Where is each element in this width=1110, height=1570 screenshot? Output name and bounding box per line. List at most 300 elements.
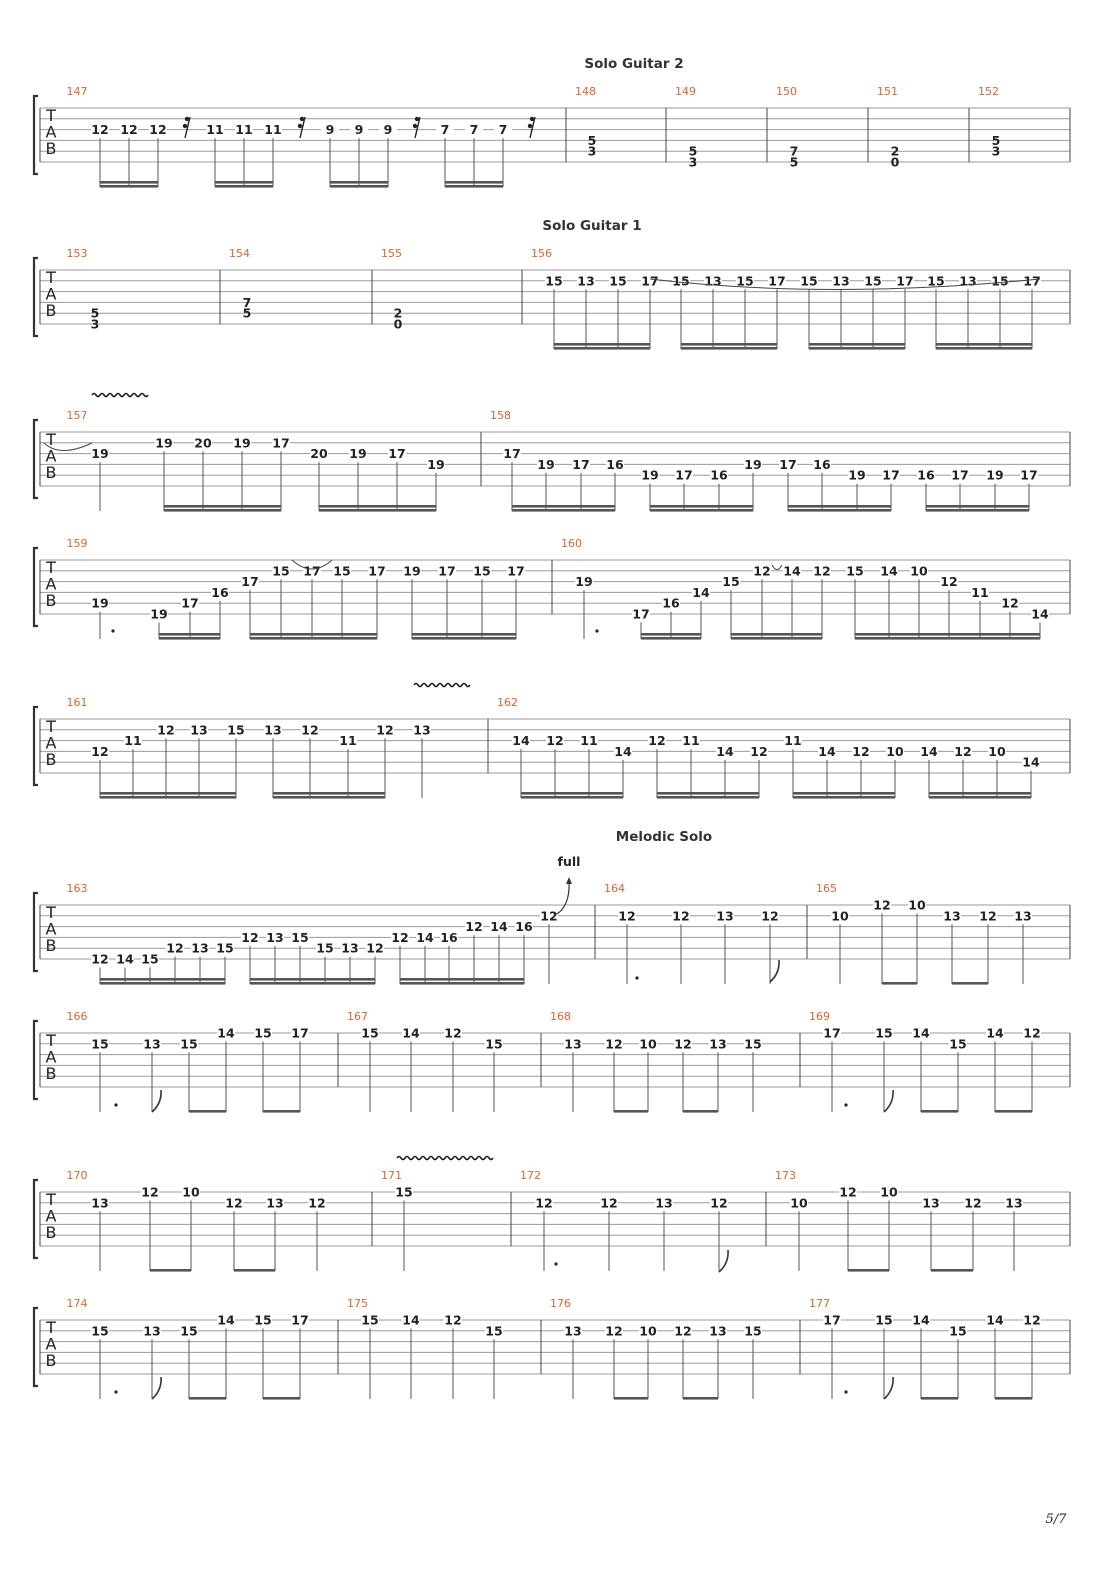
fret-number: 15 — [272, 563, 290, 579]
tab-system — [34, 409, 1070, 512]
beam — [189, 1397, 226, 1400]
tab-clef-letter: A — [45, 1206, 57, 1226]
fret-number: 19 — [848, 467, 866, 483]
fret-number: 12 — [141, 1184, 159, 1200]
fret-number: 3 — [587, 143, 597, 159]
fret-number: 10 — [880, 1184, 898, 1200]
tab-clef-letter: T — [46, 268, 56, 287]
fret-number: 19 — [986, 467, 1004, 483]
fret-number: 11 — [784, 733, 802, 749]
fret-number: 17 — [1023, 273, 1041, 289]
system-bracket — [34, 1021, 38, 1099]
measure-number: 150 — [776, 85, 797, 98]
measure-number: 157 — [66, 409, 88, 422]
fret-number: 14 — [1022, 754, 1040, 770]
fret-number: 17 — [768, 273, 786, 289]
fret-number: 12 — [750, 743, 768, 759]
beam — [657, 792, 759, 795]
fret-number: 13 — [266, 1195, 284, 1211]
bend-arrowhead-icon — [566, 877, 572, 884]
fret-number: 10 — [910, 563, 928, 579]
fret-number: 14 — [783, 563, 801, 579]
fret-number: 20 — [194, 435, 212, 451]
beam — [319, 505, 436, 508]
measure-number: 176 — [550, 1297, 571, 1310]
fret-number: 10 — [182, 1184, 200, 1200]
fret-number: 19 — [537, 456, 555, 472]
fret-number: 14 — [1031, 606, 1049, 622]
fret-number: 12 — [157, 722, 175, 738]
tab-system — [34, 1169, 1070, 1272]
fret-number: 17 — [823, 1312, 841, 1328]
fret-number: 10 — [886, 743, 904, 759]
fret-number: 5 — [991, 132, 1001, 148]
beam — [100, 796, 236, 799]
system-bracket — [34, 420, 38, 498]
sixteenth-rest-icon — [183, 117, 190, 138]
fret-number: 17 — [632, 606, 650, 622]
eighth-flag-icon — [770, 960, 779, 982]
fret-number: 12 — [308, 1195, 326, 1211]
fret-number: 17 — [388, 446, 406, 462]
beam — [215, 185, 273, 188]
beam — [150, 1269, 191, 1272]
beam — [554, 347, 650, 350]
fret-number: 13 — [922, 1195, 940, 1211]
fret-number: 10 — [639, 1036, 657, 1052]
eighth-flag-icon — [152, 1090, 161, 1112]
fret-number: 17 — [507, 563, 525, 579]
fret-number: 5 — [242, 305, 252, 321]
beam — [164, 505, 281, 508]
fret-number: 16 — [211, 584, 229, 600]
fret-number: 12 — [605, 1036, 623, 1052]
tab-clef-letter: A — [45, 574, 57, 594]
bend-arrow-icon — [557, 882, 569, 914]
measure-number: 158 — [490, 409, 511, 422]
fret-number: 5 — [688, 143, 698, 159]
fret-number: 19 — [349, 446, 367, 462]
fret-number: 10 — [790, 1195, 808, 1211]
fret-number: 12 — [376, 722, 394, 738]
beam — [412, 633, 516, 636]
fret-number: 13 — [413, 722, 431, 738]
beam — [250, 978, 375, 981]
beam — [926, 509, 1029, 512]
fret-number: 7 — [242, 294, 252, 310]
fret-number: 7 — [469, 122, 479, 138]
fret-number: 14 — [512, 733, 530, 749]
fret-number: 15 — [485, 1323, 503, 1339]
beam — [809, 347, 905, 350]
tab-clef-letter: T — [46, 1318, 56, 1337]
system-bracket — [34, 258, 38, 336]
tab-clef-letter: B — [45, 1351, 57, 1370]
fret-number: 12 — [753, 563, 771, 579]
tab-clef-letter: B — [45, 591, 57, 610]
fret-number: 15 — [180, 1036, 198, 1052]
beam — [512, 509, 615, 512]
measure-number: 172 — [520, 1169, 541, 1182]
fret-number: 15 — [291, 929, 309, 945]
fret-number: 5 — [789, 154, 799, 170]
fret-number: 13 — [341, 940, 359, 956]
beam — [100, 792, 236, 795]
vibrato-icon — [414, 684, 470, 687]
tab-clef-letter: A — [45, 1334, 57, 1354]
fret-number: 13 — [190, 722, 208, 738]
fret-number: 13 — [832, 273, 850, 289]
measure-number: 163 — [66, 882, 88, 895]
system-bracket — [34, 1180, 38, 1258]
fret-number: 13 — [1014, 908, 1032, 924]
fret-number: 7 — [440, 122, 450, 138]
measure-number: 152 — [978, 85, 999, 98]
fret-number: 15 — [736, 273, 754, 289]
dot-icon — [111, 629, 114, 632]
beam — [788, 509, 891, 512]
fret-number: 11 — [971, 584, 989, 600]
beam — [250, 982, 375, 985]
beam — [400, 978, 524, 981]
dot-icon — [114, 1390, 117, 1393]
fret-number: 15 — [991, 273, 1009, 289]
beam — [681, 347, 777, 350]
measure-number: 164 — [604, 882, 625, 895]
fret-number: 17 — [823, 1025, 841, 1041]
fret-number: 13 — [564, 1036, 582, 1052]
fret-number: 14 — [912, 1025, 930, 1041]
fret-number: 20 — [310, 446, 328, 462]
beam — [250, 633, 377, 636]
fret-number: 12 — [964, 1195, 982, 1211]
fret-number: 17 — [241, 574, 259, 590]
beam — [650, 505, 753, 508]
eighth-flag-icon — [884, 1377, 893, 1399]
fret-number: 17 — [291, 1025, 309, 1041]
fret-number: 19 — [150, 606, 168, 622]
fret-number: 2 — [890, 143, 900, 159]
fret-number: 12 — [225, 1195, 243, 1211]
system-bracket — [34, 707, 38, 785]
fret-number: 12 — [166, 940, 184, 956]
dot-icon — [554, 1262, 557, 1265]
fret-number: 19 — [641, 467, 659, 483]
fret-number: 15 — [800, 273, 818, 289]
measure-number: 168 — [550, 1010, 571, 1023]
beam — [641, 633, 701, 636]
fret-number: 16 — [515, 919, 533, 935]
tab-system — [34, 882, 1070, 985]
fret-number: 12 — [91, 122, 109, 138]
beam — [521, 792, 623, 795]
measure-number: 154 — [229, 247, 250, 260]
fret-number: 17 — [641, 273, 659, 289]
fret-number: 11 — [339, 733, 357, 749]
fret-number: 11 — [264, 122, 282, 138]
measure-number: 166 — [66, 1010, 88, 1023]
tie-icon — [772, 565, 782, 570]
fret-number: 13 — [704, 273, 722, 289]
system-bracket — [34, 96, 38, 174]
measure-number: 151 — [877, 85, 898, 98]
beam — [554, 343, 650, 346]
fret-number: 12 — [91, 951, 109, 967]
fret-number: 19 — [233, 435, 251, 451]
tab-system — [34, 696, 1070, 799]
fret-number: 15 — [180, 1323, 198, 1339]
fret-number: 12 — [672, 908, 690, 924]
fret-number: 14 — [416, 929, 434, 945]
tab-system — [34, 537, 1070, 640]
tab-clef-letter: B — [45, 301, 57, 320]
fret-number: 14 — [490, 919, 508, 935]
fret-number: 3 — [991, 143, 1001, 159]
tab-clef-letter: B — [45, 463, 57, 482]
fret-number: 10 — [639, 1323, 657, 1339]
fret-number: 15 — [227, 722, 245, 738]
fret-number: 14 — [880, 563, 898, 579]
measure-number: 165 — [816, 882, 837, 895]
system-bracket — [34, 893, 38, 971]
beam — [189, 1110, 226, 1113]
beam — [882, 982, 917, 985]
page-number: 5/7 — [1045, 1512, 1067, 1527]
measure-number: 171 — [381, 1169, 402, 1182]
eighth-flag-icon — [719, 1250, 728, 1272]
fret-number: 13 — [91, 1195, 109, 1211]
fret-number: 15 — [609, 273, 627, 289]
beam — [936, 347, 1032, 350]
measure-number: 175 — [347, 1297, 368, 1310]
fret-number: 13 — [577, 273, 595, 289]
fret-number: 12 — [366, 940, 384, 956]
tab-clef-letter: T — [46, 106, 56, 125]
sixteenth-rest-icon — [413, 117, 420, 138]
beam — [683, 1110, 718, 1113]
fret-number: 15 — [361, 1025, 379, 1041]
fret-number: 12 — [540, 908, 558, 924]
measure-number: 160 — [561, 537, 582, 550]
fret-number: 11 — [206, 122, 224, 138]
beam — [159, 633, 220, 636]
fret-number: 12 — [618, 908, 636, 924]
fret-number: 14 — [986, 1312, 1004, 1328]
tab-clef-letter: T — [46, 717, 56, 736]
beam — [263, 1110, 300, 1113]
beam — [683, 1397, 718, 1400]
beam — [848, 1269, 889, 1272]
fret-number: 16 — [813, 456, 831, 472]
fret-number: 13 — [143, 1036, 161, 1052]
fret-number: 19 — [155, 435, 173, 451]
beam — [273, 796, 385, 799]
fret-number: 15 — [949, 1323, 967, 1339]
fret-number: 17 — [303, 563, 321, 579]
fret-number: 12 — [940, 574, 958, 590]
fret-number: 15 — [545, 273, 563, 289]
fret-number: 9 — [383, 122, 393, 138]
tab-clef-letter: T — [46, 903, 56, 922]
fret-number: 12 — [241, 929, 259, 945]
beam — [929, 792, 1031, 795]
measure-number: 161 — [66, 696, 88, 709]
beam — [855, 633, 1040, 636]
fret-number: 19 — [575, 574, 593, 590]
beam — [614, 1397, 648, 1400]
tab-system — [34, 247, 1070, 350]
beam — [657, 796, 759, 799]
fret-number: 2 — [393, 305, 403, 321]
fret-number: 12 — [600, 1195, 618, 1211]
dot-icon — [595, 629, 598, 632]
tab-clef-letter: B — [45, 1064, 57, 1083]
fret-number: 13 — [943, 908, 961, 924]
tab-clef-letter: A — [45, 284, 57, 304]
measure-number: 162 — [497, 696, 518, 709]
beam — [412, 637, 516, 640]
beam — [234, 1269, 275, 1272]
beam — [263, 1397, 300, 1400]
fret-number: 15 — [875, 1312, 893, 1328]
beam — [952, 982, 988, 985]
fret-number: 14 — [402, 1312, 420, 1328]
fret-number: 7 — [498, 122, 508, 138]
fret-number: 15 — [927, 273, 945, 289]
fret-number: 13 — [716, 908, 734, 924]
fret-number: 12 — [979, 908, 997, 924]
fret-number: 14 — [116, 951, 134, 967]
fret-number: 13 — [264, 722, 282, 738]
fret-number: 15 — [361, 1312, 379, 1328]
measure-number: 170 — [66, 1169, 88, 1182]
beam — [641, 637, 701, 640]
fret-number: 7 — [789, 143, 799, 159]
sixteenth-rest-icon — [528, 117, 535, 138]
beam — [995, 1397, 1032, 1400]
fret-number: 13 — [655, 1195, 673, 1211]
fret-number: 15 — [141, 951, 159, 967]
fret-number: 15 — [744, 1036, 762, 1052]
fret-number: 17 — [181, 595, 199, 611]
fret-number: 5 — [587, 132, 597, 148]
fret-number: 15 — [254, 1312, 272, 1328]
tab-clef-letter: T — [46, 1031, 56, 1050]
beam — [521, 796, 623, 799]
fret-number: 0 — [393, 316, 403, 332]
beam — [926, 505, 1029, 508]
beam — [100, 982, 225, 985]
fret-number: 12 — [444, 1312, 462, 1328]
beam — [921, 1110, 958, 1113]
fret-number: 12 — [674, 1036, 692, 1052]
tab-clef-letter: B — [45, 936, 57, 955]
tab-clef-letter: A — [45, 122, 57, 142]
beam — [445, 181, 503, 184]
fret-number: 12 — [91, 743, 109, 759]
measure-number: 148 — [575, 85, 596, 98]
fret-number: 12 — [1023, 1312, 1041, 1328]
fret-number: 9 — [325, 122, 335, 138]
beam — [159, 637, 220, 640]
measure-number: 156 — [531, 247, 552, 260]
fret-number: 19 — [427, 456, 445, 472]
fret-number: 17 — [779, 456, 797, 472]
fret-number: 12 — [1001, 595, 1019, 611]
fret-number: 3 — [688, 154, 698, 170]
tab-clef-letter: B — [45, 139, 57, 158]
beam — [330, 181, 388, 184]
fret-number: 14 — [920, 743, 938, 759]
measure-number: 153 — [66, 247, 88, 260]
fret-number: 12 — [149, 122, 167, 138]
beam — [445, 185, 503, 188]
dot-icon — [844, 1103, 847, 1106]
tab-clef-letter: A — [45, 919, 57, 939]
fret-number: 17 — [368, 563, 386, 579]
beam — [512, 505, 615, 508]
fret-number: 12 — [301, 722, 319, 738]
beam — [100, 181, 158, 184]
vibrato-icon — [397, 1157, 493, 1160]
measure-number: 147 — [66, 85, 88, 98]
bend-label: full — [557, 854, 581, 869]
beam — [273, 792, 385, 795]
eighth-flag-icon — [152, 1377, 161, 1399]
fret-number: 11 — [124, 733, 142, 749]
beam — [250, 637, 377, 640]
tab-system — [34, 1297, 1070, 1400]
beam — [793, 796, 895, 799]
fret-number: 19 — [91, 595, 109, 611]
fret-number: 15 — [672, 273, 690, 289]
fret-number: 14 — [692, 584, 710, 600]
beam — [995, 1110, 1032, 1113]
vibrato-icon — [92, 394, 148, 397]
fret-number: 17 — [272, 435, 290, 451]
fret-number: 15 — [949, 1036, 967, 1052]
fret-number: 15 — [91, 1323, 109, 1339]
fret-number: 12 — [648, 733, 666, 749]
tab-system — [34, 85, 1070, 188]
fret-number: 14 — [614, 743, 632, 759]
beam — [921, 1397, 958, 1400]
beam — [731, 637, 822, 640]
fret-number: 15 — [864, 273, 882, 289]
fret-number: 15 — [722, 574, 740, 590]
fret-number: 12 — [391, 929, 409, 945]
fret-number: 16 — [917, 467, 935, 483]
fret-number: 10 — [988, 743, 1006, 759]
beam — [855, 637, 1040, 640]
fret-number: 13 — [1005, 1195, 1023, 1211]
fret-number: 12 — [120, 122, 138, 138]
measure-number: 173 — [775, 1169, 796, 1182]
fret-number: 12 — [546, 733, 564, 749]
tab-clef-letter: B — [45, 750, 57, 769]
fret-number: 13 — [191, 940, 209, 956]
beam — [400, 982, 524, 985]
measure-number: 167 — [347, 1010, 368, 1023]
tab-clef-letter: A — [45, 733, 57, 753]
fret-number: 17 — [951, 467, 969, 483]
tab-system — [34, 1010, 1070, 1113]
fret-number: 17 — [675, 467, 693, 483]
fret-number: 17 — [896, 273, 914, 289]
section-title-melodic-solo: Melodic Solo — [615, 829, 713, 845]
tab-clef-letter: T — [46, 558, 56, 577]
tab-systems — [34, 85, 1070, 1400]
